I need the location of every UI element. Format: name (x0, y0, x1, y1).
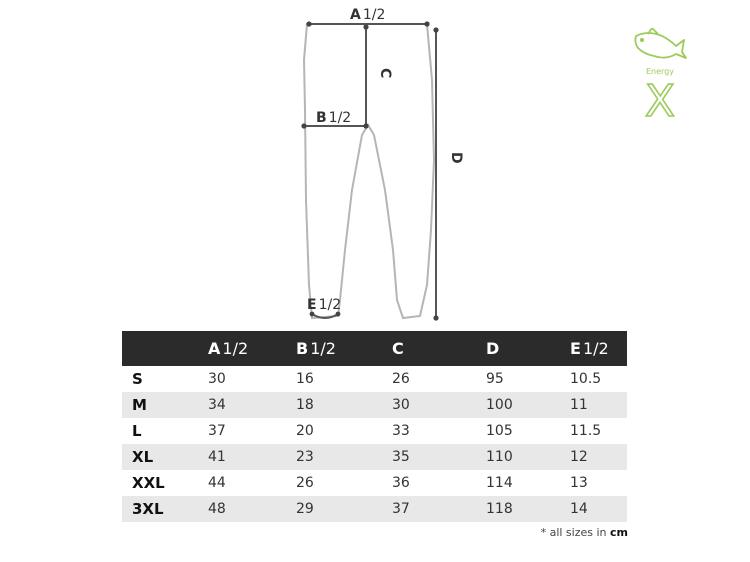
size-cell: S (132, 370, 143, 388)
measure-a-dot-left (306, 21, 311, 26)
table-row (122, 392, 627, 418)
table-row (122, 470, 627, 496)
measure-d-label: D (448, 152, 464, 164)
measure-d-dot-bottom (433, 315, 438, 320)
logo-energy-text: Energy (645, 67, 675, 76)
value-e: 12 (570, 449, 588, 465)
value-e: 11.5 (570, 423, 602, 439)
table-row (122, 366, 627, 392)
measure-b-dot-left (301, 123, 306, 128)
value-c: 26 (392, 371, 410, 387)
size-table-header (122, 331, 627, 366)
table-row (122, 496, 627, 522)
measure-c-dot-top (363, 24, 368, 29)
size-cell: M (132, 396, 147, 414)
value-d: 100 (486, 397, 513, 413)
header-d: D (486, 339, 500, 358)
value-a: 48 (208, 501, 226, 517)
table-row (122, 444, 627, 470)
size-cell: 3XL (132, 500, 164, 518)
carp-fish-icon (635, 28, 686, 58)
value-b: 16 (296, 371, 314, 387)
header-a: A 1/2 (208, 339, 249, 358)
trousers-outline (304, 24, 434, 318)
value-b: 23 (296, 449, 314, 465)
header-c: C (392, 339, 404, 358)
value-d: 95 (486, 371, 504, 387)
value-d: 118 (486, 501, 513, 517)
value-a: 44 (208, 475, 226, 491)
value-d: 110 (486, 449, 513, 465)
value-c: 30 (392, 397, 410, 413)
measure-b-label: B 1/2 (316, 110, 352, 126)
size-cell: XXL (132, 474, 165, 492)
value-c: 36 (392, 475, 410, 491)
value-e: 13 (570, 475, 588, 491)
energy-x-logo (630, 28, 690, 123)
value-e: 10.5 (570, 371, 602, 387)
size-cell: XL (132, 448, 154, 466)
value-d: 105 (486, 423, 513, 439)
value-d: 114 (486, 475, 513, 491)
measure-b-dot-right (363, 123, 368, 128)
logo-x-mark: X (644, 76, 676, 123)
value-b: 20 (296, 423, 314, 439)
value-c: 33 (392, 423, 410, 439)
value-e: 14 (570, 501, 588, 517)
footnote-text: * all sizes in (540, 526, 611, 539)
measure-d-dot-top (433, 27, 438, 32)
units-footnote (530, 526, 628, 539)
footnote-unit: cm (610, 526, 628, 539)
measure-a-dot-right (424, 21, 429, 26)
value-c: 37 (392, 501, 410, 517)
value-a: 37 (208, 423, 226, 439)
value-b: 26 (296, 475, 314, 491)
value-a: 41 (208, 449, 226, 465)
value-c: 35 (392, 449, 410, 465)
value-a: 30 (208, 371, 226, 387)
measure-a-label: A 1/2 (350, 7, 386, 23)
size-cell: L (132, 422, 142, 440)
header-e: E 1/2 (570, 339, 609, 358)
measure-e-label: E 1/2 (307, 297, 342, 313)
measure-c-label: C (377, 68, 393, 79)
table-row (122, 418, 627, 444)
value-b: 29 (296, 501, 314, 517)
value-a: 34 (208, 397, 226, 413)
value-b: 18 (296, 397, 314, 413)
size-table (122, 331, 627, 522)
value-e: 11 (570, 397, 588, 413)
header-b: B 1/2 (296, 339, 336, 358)
